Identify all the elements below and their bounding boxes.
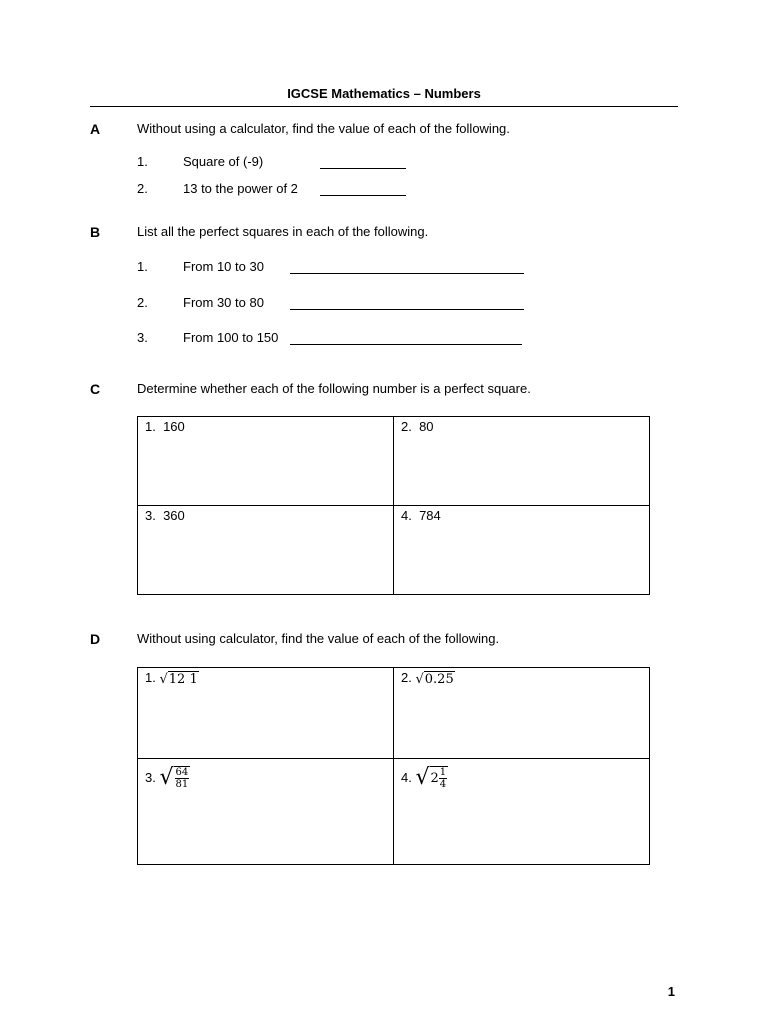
cell-number: 4. [401,770,412,785]
section-a-item-2-number: 2. [137,181,148,196]
answer-blank[interactable] [290,309,524,310]
cell-value: 784 [419,508,441,523]
cell-number: 2. [401,670,412,685]
cell-value: 360 [163,508,185,523]
page-title: IGCSE Mathematics – Numbers [287,86,481,101]
denominator: 4 [439,778,447,790]
cell-number: 3. [145,508,156,523]
section-b-item-2-text: From 30 to 80 [183,295,264,310]
section-d-letter: D [90,631,101,647]
section-c-instruction: Determine whether each of the following number is a perfect square. [137,381,531,396]
numerator: 1 [439,766,447,778]
square-root-expression: √2 $\frac{1}{4}$ [415,765,447,790]
table-cell[interactable] [138,506,394,595]
whole-number: 2 [430,770,439,786]
square-root-expression: √ $\frac{64}{81}$ [159,765,189,790]
section-b-item-3-text: From 100 to 150 [183,330,279,345]
cell-value: 160 [163,419,185,434]
section-a-letter: A [90,121,101,137]
radicand: 0.25 [424,671,454,687]
answer-blank[interactable] [290,273,524,274]
table-cell[interactable] [138,759,394,865]
square-root-expression: √0.25 [415,671,454,687]
section-a-item-1-number: 1. [137,154,148,169]
radicand: 12 1 [168,671,198,687]
square-root-expression: √12 1 [159,671,198,687]
answer-blank[interactable] [290,344,522,345]
table-cell[interactable] [138,668,394,759]
table-cell[interactable] [394,417,650,506]
perfect-square-table [137,416,650,595]
table-cell[interactable] [394,506,650,595]
cell-value: 80 [419,419,434,434]
section-a-item-2-text: 13 to the power of 2 [183,181,298,196]
section-c-letter: C [90,381,101,397]
table-cell[interactable] [138,417,394,506]
denominator: 81 [175,778,189,790]
cell-number: 4. [401,508,412,523]
section-b-item-2-number: 2. [137,295,148,310]
answer-blank[interactable] [320,168,406,169]
numerator: 64 [175,766,189,778]
answer-blank[interactable] [320,195,406,196]
table-cell[interactable] [394,668,650,759]
section-b-item-1-text: From 10 to 30 [183,259,264,274]
title-divider [90,106,678,107]
cell-number: 1. [145,670,156,685]
section-d-instruction: Without using calculator, find the value of each of the following. [137,631,500,646]
square-root-table [137,667,650,865]
section-a-instruction: Without using a calculator, find the value of each of the following. [137,121,510,136]
cell-number: 3. [145,770,156,785]
cell-number: 1. [145,419,156,434]
section-b-item-1-number: 1. [137,259,148,274]
section-b-letter: B [90,224,101,240]
section-a-item-1-text: Square of (-9) [183,154,264,169]
section-b-item-3-number: 3. [137,330,148,345]
table-cell[interactable] [394,759,650,865]
page-number: 1 [667,984,675,999]
cell-number: 2. [401,419,412,434]
section-b-instruction: List all the perfect squares in each of the following. [137,224,429,239]
